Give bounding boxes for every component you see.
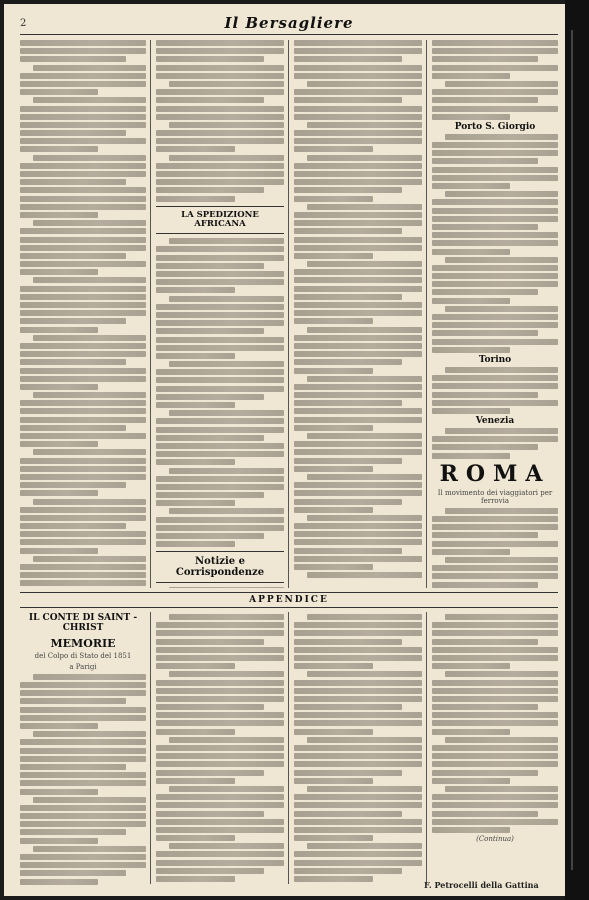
spedizione-heading-box xyxy=(156,206,284,235)
appendix-column-1-text xyxy=(20,674,146,885)
column-4-bottom-text xyxy=(432,508,558,588)
appendix-title: IL CONTE DI SAINT - CHRIST xyxy=(28,613,138,633)
appendix-column-2-text xyxy=(156,614,284,882)
column-4-venezia-text xyxy=(432,428,558,459)
appendix-rule-2 xyxy=(288,612,289,884)
roma-subheading: Il movimento dei viaggiatori per ferrovia xyxy=(437,488,553,505)
appendix-column-3-text xyxy=(294,614,422,882)
column-rule-1 xyxy=(150,40,151,588)
appendix-subtitle: MEMORIE xyxy=(50,636,116,650)
appendix-rule-1 xyxy=(150,612,151,884)
appendix-column-1 xyxy=(20,612,146,892)
notizie-heading: Notizie e Corrispondenze xyxy=(175,556,265,579)
torino-dispatch: Torino xyxy=(478,354,512,365)
column-4-top-text xyxy=(432,40,558,120)
newspaper-page xyxy=(4,4,565,896)
continua-note: (Continua) xyxy=(476,835,514,844)
appendix-subtitle-3: a Parigi xyxy=(69,662,97,671)
editor-signature: F. Petrocelli della Gattina xyxy=(424,880,539,890)
roma-heading: ROMA xyxy=(439,460,551,487)
appendix-rule-bottom xyxy=(20,607,558,608)
column-2-bottom-text xyxy=(156,587,284,588)
column-4-middle-text xyxy=(432,134,558,353)
column-2-top-text xyxy=(156,40,284,202)
spedizione-heading: LA SPEDIZIONE AFRICANA xyxy=(181,209,259,229)
column-rule-2 xyxy=(288,40,289,588)
scan-edge xyxy=(565,0,589,900)
column-rule-3 xyxy=(426,40,427,588)
appendix-rule-top xyxy=(20,592,558,593)
appendix-subtitle-2: del Colpo di Stato del 1851 xyxy=(34,651,132,660)
column-1-text xyxy=(20,40,146,588)
column-3-text xyxy=(294,40,422,588)
venezia-dispatch: Venezia xyxy=(475,416,515,427)
notizie-heading-box xyxy=(156,551,284,583)
appendix-column-4 xyxy=(432,614,558,876)
header-rule xyxy=(20,34,558,35)
column-2-middle-text xyxy=(156,238,284,547)
masthead: Il Bersagliere xyxy=(224,14,354,32)
column-4-torino-text xyxy=(432,367,558,414)
appendix-label: APPENDICE xyxy=(249,595,329,605)
appendix-column-4-text xyxy=(432,614,558,833)
page-header xyxy=(20,14,558,32)
column-4 xyxy=(432,40,558,588)
appendix-rule-3 xyxy=(426,612,427,884)
porto-san-giorgio-dispatch: Porto S. Giorgio xyxy=(454,121,536,132)
column-2 xyxy=(156,40,284,588)
page-number: 2 xyxy=(20,18,27,29)
